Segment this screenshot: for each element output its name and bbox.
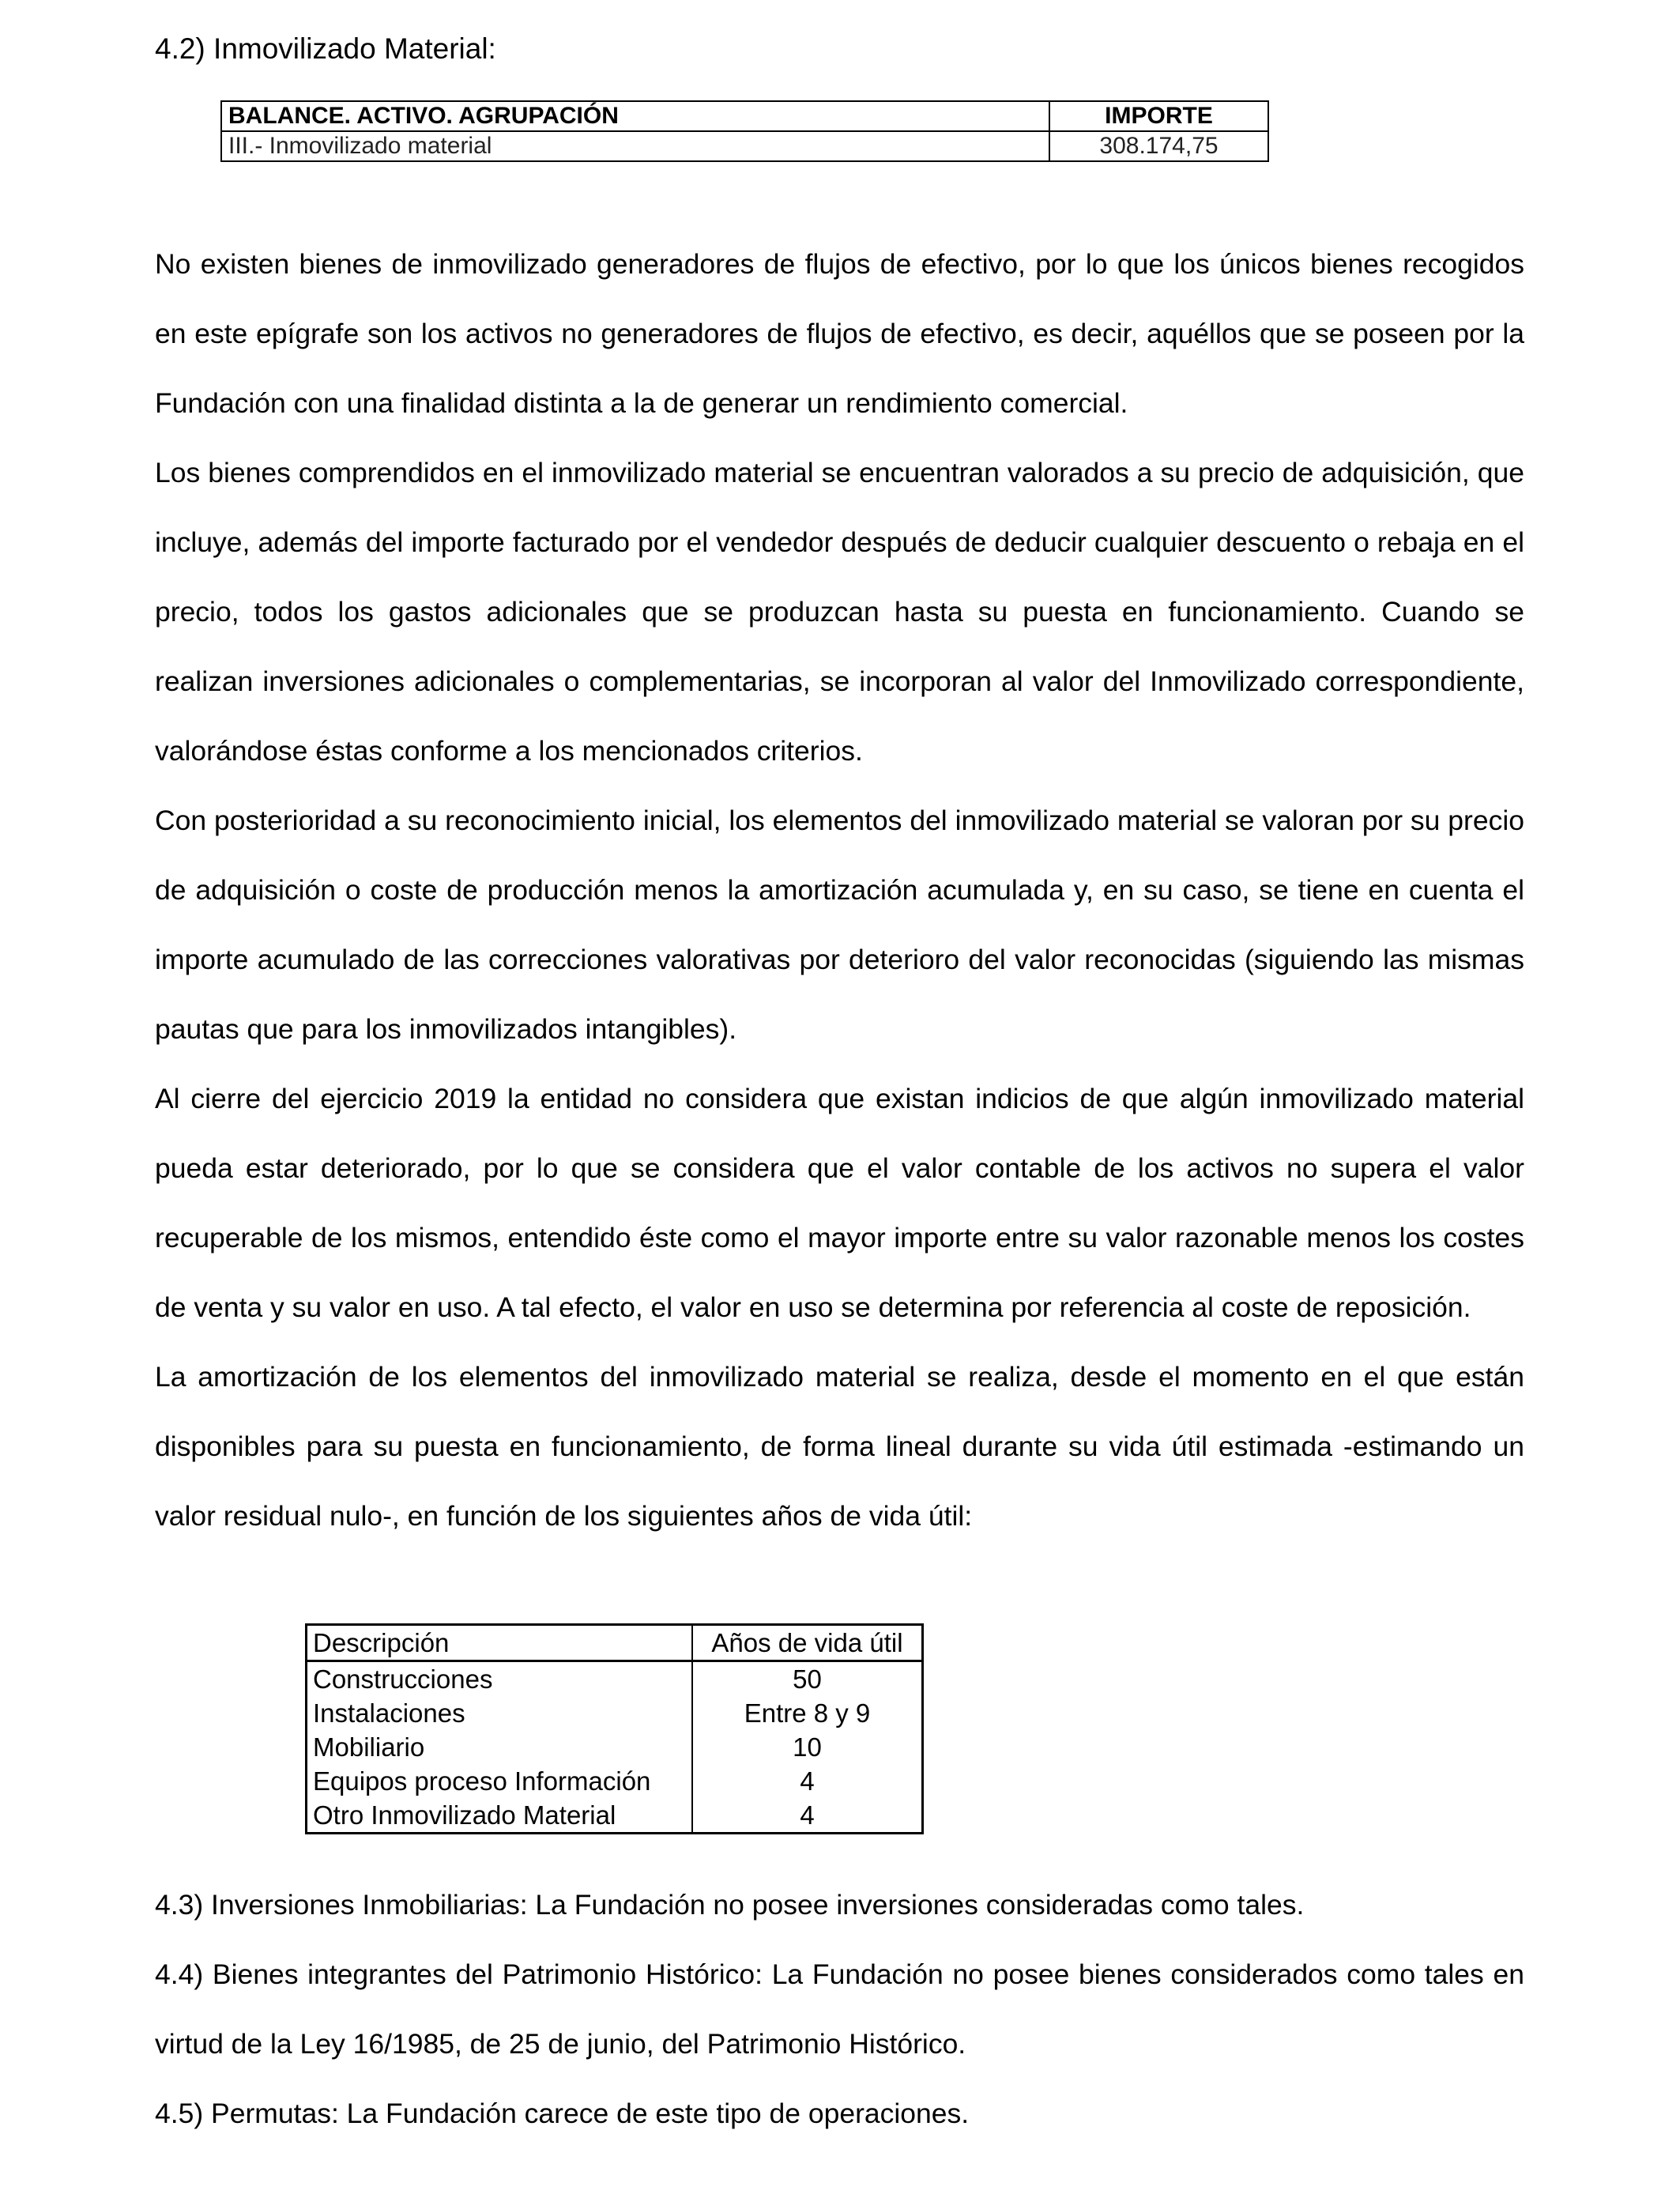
vida-cell-years: 4 <box>800 1800 815 1830</box>
vida-cell-description: Mobiliario <box>307 1730 693 1764</box>
balance-header-agrupacion: BALANCE. ACTIVO. AGRUPACIÓN <box>221 101 1049 131</box>
paragraph-patrimonio-historico: 4.4) Bienes integrantes del Patrimonio Histórico: La Fundación no posee bienes considerados como tales en virtud de la Ley 16/1985, de 25 de junio, del Patrimonio Histórico. <box>155 1958 1524 2060</box>
vida-cell-description: Instalaciones <box>307 1696 693 1730</box>
table-row <box>307 1798 923 1834</box>
balance-header-importe: IMPORTE <box>1049 101 1268 131</box>
paragraph-amortizacion: La amortización de los elementos del inmovilizado material se realiza, desde el momento en el que están disponibles para su puesta en funcionamiento, de forma lineal durante su vida útil estimada -estimando un valor residual nulo-, en función de los siguientes años de vida útil: <box>155 1361 1524 1532</box>
vida-cell-description: Otro Inmovilizado Material <box>307 1798 693 1834</box>
table-row <box>307 1661 923 1697</box>
table-row <box>221 131 1268 161</box>
paragraph-posterioridad: Con posterioridad a su reconocimiento inicial, los elementos del inmovilizado material se valoran por su precio de adquisición o coste de producción menos la amortización acumulada y, en su caso, se tiene en cuenta el importe acumulado de las correcciones valorativas por deterioro del valor reconocidas (siguiendo las mismas pautas que para los inmovilizados intangibles). <box>155 805 1524 1045</box>
balance-cell-description: III.- Inmovilizado material <box>221 131 1049 161</box>
balance-cell-importe: 308.174,75 <box>1049 131 1268 161</box>
body-text <box>155 229 1524 1551</box>
vida-cell-years: 50 <box>793 1664 822 1694</box>
vida-header-row <box>307 1625 923 1661</box>
section-heading: 4.2) Inmovilizado Material: <box>155 32 496 65</box>
paragraph-permutas: 4.5) Permutas: La Fundación carece de este tipo de operaciones. <box>155 2098 970 2129</box>
balance-header-row <box>221 101 1268 131</box>
paragraph-inversiones-inmobiliarias: 4.3) Inversiones Inmobiliarias: La Fundación no posee inversiones consideradas como tales. <box>155 1889 1305 1921</box>
vida-cell-description: Construcciones <box>307 1661 693 1697</box>
vida-cell-years: 4 <box>800 1766 815 1796</box>
vida-header-anos: Años de vida útil <box>692 1625 923 1661</box>
balance-table <box>220 100 1269 162</box>
table-row <box>307 1730 923 1764</box>
paragraph-flujos: No existen bienes de inmovilizado generadores de flujos de efectivo, por lo que los únicos bienes recogidos en este epígrafe son los activos no generadores de flujos de efectivo, es decir, aquéllos que se poseen por la Fundación con una finalidad distinta a la de generar un rendimiento comercial. <box>155 248 1524 419</box>
vida-util-table <box>305 1623 924 1834</box>
table-row <box>307 1764 923 1798</box>
table-row <box>307 1696 923 1730</box>
vida-cell-years: Entre 8 y 9 <box>744 1698 871 1728</box>
closing-sections <box>155 1870 1524 2148</box>
vida-header-descripcion: Descripción <box>307 1625 693 1661</box>
paragraph-deterioro: Al cierre del ejercicio 2019 la entidad no considera que existan indicios de que algún inmovilizado material pueda estar deteriorado, por lo que se considera que el valor contable de los activos no supera el valor recuperable de los mismos, entendido éste como el mayor importe entre su valor razonable menos los costes de venta y su valor en uso. A tal efecto, el valor en uso se determina por referencia al coste de reposición. <box>155 1083 1524 1323</box>
paragraph-valoracion: Los bienes comprendidos en el inmovilizado material se encuentran valorados a su precio de adquisición, que incluye, además del importe facturado por el vendedor después de deducir cualquier descuento o rebaja en el precio, todos los gastos adicionales que se produzcan hasta su puesta en funcionamiento. Cuando se realizan inversiones adicionales o complementarias, se incorporan al valor del Inmovilizado correspondiente, valorándose éstas conforme a los mencionados criterios. <box>155 457 1524 767</box>
vida-cell-description: Equipos proceso Información <box>307 1764 693 1798</box>
vida-cell-years: 10 <box>793 1732 822 1762</box>
